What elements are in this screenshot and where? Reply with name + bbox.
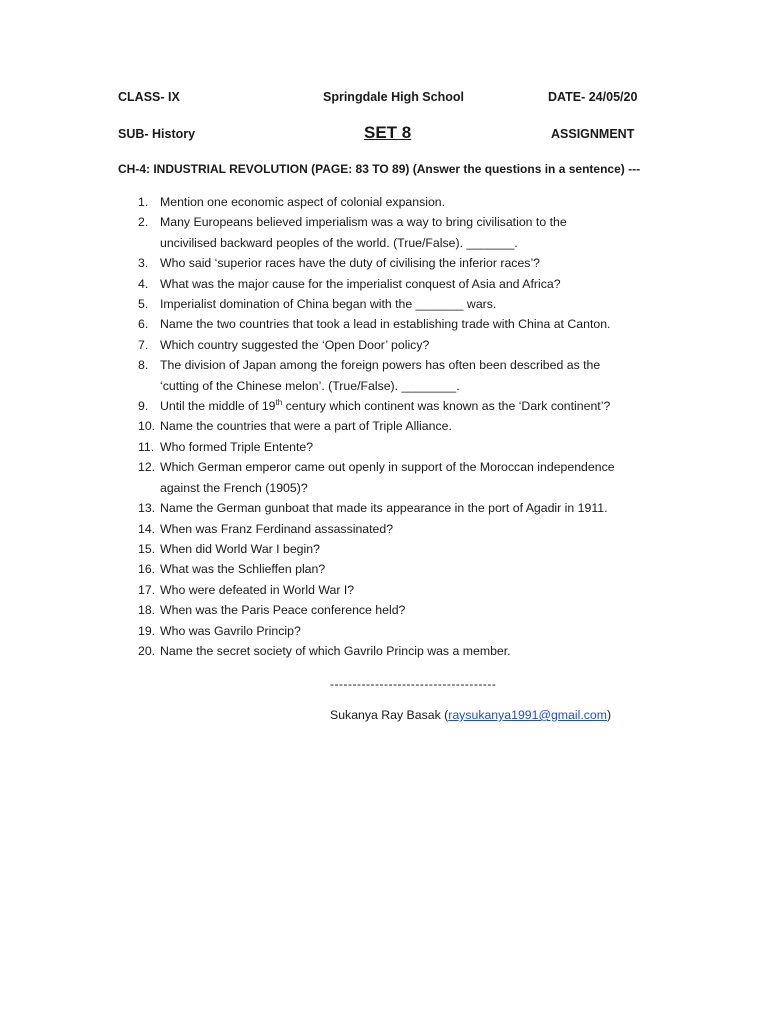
question-text: Which German emperor came out openly in support of the Moroccan independence <box>160 460 615 475</box>
question-text: What was the Schlieffen plan? <box>160 562 326 577</box>
superscript-th: th <box>275 397 283 407</box>
question-item <box>138 539 698 559</box>
date-label: DATE- 24/05/20 <box>548 90 638 104</box>
question-item <box>138 396 698 416</box>
question-text: Who was Gavrilo Princip? <box>160 623 301 638</box>
close-paren: ) <box>607 708 612 722</box>
question-item <box>138 192 698 212</box>
school-name: Springdale High School <box>323 90 464 104</box>
question-item <box>138 437 698 457</box>
question-text: Who were defeated in World War I? <box>160 582 355 597</box>
question-number: 8. <box>138 358 149 373</box>
question-number: 4. <box>138 276 149 291</box>
question-number: 11. <box>138 439 155 454</box>
question-text-after: century which continent was known as the ‘Dark continent’? <box>282 399 611 414</box>
question-list <box>138 192 698 661</box>
set-title: SET 8 <box>364 123 412 142</box>
question-text: Mention one economic aspect of colonial expansion. <box>160 195 446 209</box>
question-number: 3. <box>138 256 149 271</box>
separator-line: ------------------------------------- <box>330 677 497 691</box>
question-text: Name the two countries that took a lead in establishing trade with China at Canton. <box>160 317 611 332</box>
question-item <box>138 498 698 518</box>
question-text: The division of Japan among the foreign powers has often been described as the <box>160 358 601 373</box>
question-text: Name the countries that were a part of Triple Alliance. <box>160 419 452 434</box>
question-text: Name the secret society of which Gavrilo Princip was a member. <box>160 643 511 658</box>
question-text: When was Franz Ferdinand assassinated? <box>160 521 394 536</box>
question-number: 9. <box>138 399 149 414</box>
question-item <box>138 314 698 334</box>
question-number: 1. <box>138 195 149 209</box>
question-number: 7. <box>138 337 149 352</box>
question-item <box>138 519 698 539</box>
question-text-continued: uncivilised backward peoples of the world. (True/False). _______. <box>160 235 518 250</box>
subject-label: SUB- History <box>118 127 196 141</box>
question-item <box>138 641 698 661</box>
author-name: Sukanya Ray Basak <box>330 708 441 722</box>
question-text-continued: ‘cutting of the Chinese melon’. (True/False). ________. <box>160 378 460 393</box>
question-item <box>138 212 698 253</box>
question-number: 12. <box>138 460 156 475</box>
question-item <box>138 600 698 620</box>
question-text: Who formed Triple Entente? <box>160 439 314 454</box>
question-text-continued: against the French (1905)? <box>160 480 308 495</box>
open-paren: ( <box>440 708 449 722</box>
class-label: CLASS- IX <box>118 90 180 104</box>
question-text: Name the German gunboat that made its appearance in the port of Agadir in 1911. <box>160 501 608 516</box>
question-number: 19. <box>138 623 156 638</box>
question-text: When was the Paris Peace conference held? <box>160 603 406 618</box>
question-item <box>138 621 698 641</box>
question-number: 6. <box>138 317 149 332</box>
chapter-heading: CH-4: INDUSTRIAL REVOLUTION (PAGE: 83 TO 89) (Answer the questions in a sentence) --- <box>118 162 641 176</box>
question-item <box>138 580 698 600</box>
question-text: When did World War I begin? <box>160 541 320 556</box>
question-number: 17. <box>138 582 156 597</box>
question-number: 5. <box>138 297 149 312</box>
email-link[interactable]: raysukanya1991@gmail.com <box>448 708 608 722</box>
question-number: 18. <box>138 603 156 618</box>
question-number: 16. <box>138 562 156 577</box>
question-text: Until the middle of 19 <box>160 399 276 414</box>
question-text: Many Europeans believed imperialism was a way to bring civilisation to the <box>160 215 567 230</box>
question-item <box>138 416 698 436</box>
question-text: Which country suggested the ‘Open Door’ policy? <box>160 337 430 352</box>
question-number: 10. <box>138 419 156 434</box>
question-item <box>138 355 698 396</box>
question-text: Imperialist domination of China began with the _______ wars. <box>160 297 497 312</box>
question-item <box>138 457 698 498</box>
question-item <box>138 335 698 355</box>
question-number: 13. <box>138 501 156 516</box>
question-item <box>138 274 698 294</box>
question-number: 14. <box>138 521 156 536</box>
question-text: Who said ‘superior races have the duty of civilising the inferior races’? <box>160 256 541 271</box>
question-item <box>138 559 698 579</box>
signature-line <box>330 708 611 722</box>
question-item <box>138 253 698 273</box>
question-text: What was the major cause for the imperialist conquest of Asia and Africa? <box>160 276 561 291</box>
question-number: 20. <box>138 643 156 658</box>
question-number: 15. <box>138 541 156 556</box>
question-item <box>138 294 698 314</box>
assignment-label: ASSIGNMENT <box>551 127 635 141</box>
question-number: 2. <box>138 215 149 230</box>
